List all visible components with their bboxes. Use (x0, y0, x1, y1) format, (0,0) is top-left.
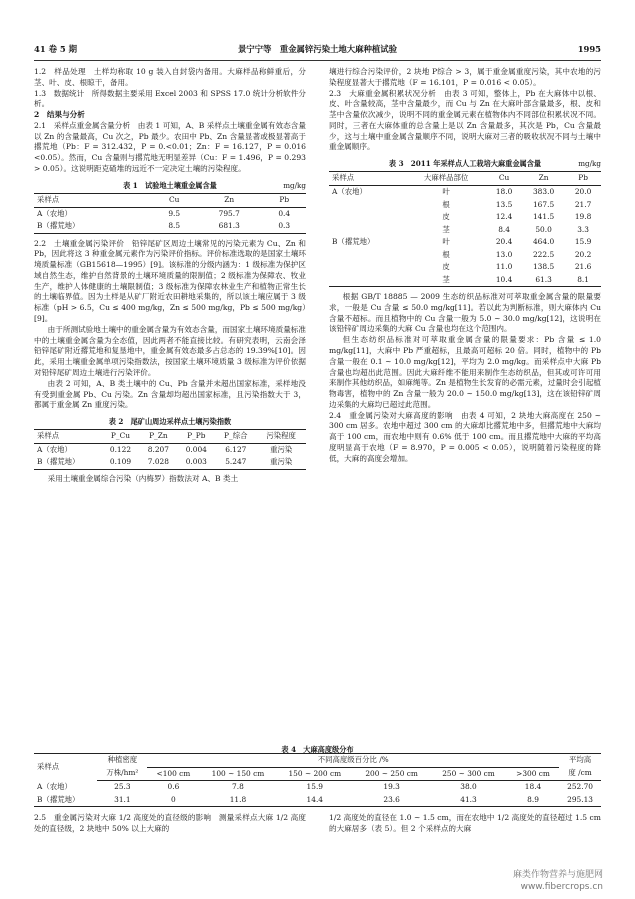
cell: B（撂荒地） (37, 457, 80, 467)
paragraph: 由于所测试验地土壤中的重金属含量为有效态含量，而国家土壤环境质量标准中的土壤重金属含量为全态值，因此两者不能直接比较。有研究表明，云南会泽铅锌尾矿附近撂荒地和复垦地中，重金属有效态最多占总态的 19.39%[10]。因此，采用土壤重金属单项污染指数法，按国家土壤环境质量 3 级标准为评价依据对铅锌尾矿周边土壤进行污染评价。 (34, 324, 306, 377)
col-header: 150 ~ 200 cm (276, 767, 353, 781)
cell: 167.5 (532, 199, 555, 209)
col-header: 平均高 (568, 755, 592, 765)
cell: 41.3 (460, 794, 477, 804)
table-row (34, 794, 601, 807)
cell: 21.6 (574, 262, 592, 272)
left-column (34, 67, 306, 485)
cell: 138.5 (532, 262, 555, 272)
col-header: 大麻样品部位 (406, 172, 486, 186)
table-row (34, 207, 306, 220)
cell: 15.9 (306, 782, 324, 792)
table-row (329, 236, 601, 249)
cell: 茎 (442, 274, 450, 284)
cell: 重污染 (270, 444, 293, 454)
site-cell: A（农地） (332, 186, 367, 196)
cell: 重污染 (270, 457, 293, 467)
cell: 8.1 (577, 274, 589, 284)
cell: 8.4 (498, 224, 510, 234)
paragraph: 2.3 大麻重金属积累状况分析 由表 3 可知，整体上，Pb 在大麻体中以根、皮、叶含量较高，茎中含量最少，而 Cu 与 Zn 在大麻叶部含量最多，根、皮和茎中含量依次减少，说明不同的重金属元素在植物体内不同部位积累状况不同。同时，三者在大麻体重的总含量上是以 Zn 含量最多，其次是 Pb，Cu 含量最少，这与土壤中重金属含量顺序不同，说明大麻对三者的吸收状况不同与土壤中重金属顺序。 (329, 88, 601, 152)
col-header: 采样点 (329, 172, 406, 186)
cell: 23.6 (383, 794, 400, 804)
cell: 8.9 (527, 794, 539, 804)
cell: 3.3 (577, 224, 589, 234)
cell: 18.4 (524, 782, 542, 792)
cell: 141.5 (532, 212, 555, 222)
table-row (329, 185, 601, 198)
cell: 12.4 (495, 212, 513, 222)
cell: 38.0 (460, 782, 477, 792)
cell: 464.0 (532, 237, 555, 247)
page-number: 1995 (577, 44, 601, 54)
col-header: Cu (486, 172, 522, 186)
table-3-caption (329, 159, 601, 169)
paragraph: 2.2 土壤重金属污染评价 铅锌尾矿区周边土壤常见的污染元素为 Cu、Zn 和 Pb，因此将这 3 种重金属元素作为污染评价指标。评价标准选取的是国家土壤环境质量标准（GB15618—1995）[9]。该标准的分级内涵为：1 级标准为保护区域自然生态，维护自然背景的土壤环境质量的限制值；2 级标准为保障农、牧业生产，维护人体健康的土壤限制值；3 级标准为保障农林业生产和植物正常生长的土壤临界值。因为土样是从矿厂附近农田耕地采集的，所以该土壤应属于 3 级标准（pH > 6.5，Cu ≤ 400 mg/kg，Zn ≤ 500 mg/kg，Pb ≤ 500 mg/kg）[9]。 (34, 238, 306, 324)
table-row (34, 456, 306, 469)
cell: 11.0 (495, 262, 513, 272)
volume-label: 41 卷 5 期 (34, 44, 77, 54)
col-header: 250 ~ 300 cm (430, 767, 507, 781)
cell: 0.003 (185, 457, 207, 467)
col-header: Cu (152, 194, 195, 208)
cell: 7.8 (232, 782, 244, 792)
table-4 (34, 753, 601, 807)
table-row (34, 220, 306, 233)
table-1 (34, 193, 306, 234)
table-4-wrapper (34, 753, 601, 807)
cell: 13.0 (495, 249, 513, 259)
caption-text: 表 1 试验地土壤重金属含量 (123, 180, 217, 190)
col-header: >300 cm (507, 767, 559, 781)
cell: 0.4 (278, 208, 291, 218)
cell: 11.8 (229, 794, 247, 804)
cell: 13.5 (495, 199, 513, 209)
cell: 0 (171, 794, 176, 804)
cell: 15.9 (574, 237, 592, 247)
paragraph: 2.5 重金属污染对大麻 1/2 高度处的直径级的影响 测量采样点大麻 1/2 高度处的直径级，2 块地中 50% 以上大麻的 (34, 813, 306, 833)
table-row (34, 781, 601, 794)
col-header: P_Zn (139, 430, 177, 444)
cell: 20.0 (574, 186, 592, 196)
cell: 根 (442, 199, 450, 209)
col-header: Pb (565, 172, 601, 186)
cell: 0.3 (278, 221, 291, 231)
cell: A（农地） (37, 781, 72, 791)
cell: 222.5 (532, 249, 555, 259)
col-header: 种植密度 (107, 755, 138, 765)
table-row (34, 443, 306, 456)
cell: 5.247 (225, 457, 247, 467)
cell: 18.0 (495, 186, 513, 196)
unit-label: mg/kg (283, 180, 306, 190)
cell: 383.0 (532, 186, 555, 196)
table-2 (34, 429, 306, 470)
watermark-line: 麻类作物营养与施肥网 (512, 870, 603, 880)
cell: 31.1 (114, 794, 131, 804)
col-header: <100 cm (147, 767, 199, 781)
col-header: 采样点 (34, 430, 102, 444)
cell: B（撂荒地） (37, 794, 80, 804)
table-2-caption (34, 417, 306, 427)
table-1-caption (34, 181, 306, 191)
paragraph: 1.2 样品处理 土样均称取 10 g 装入自封袋内备用。大麻样品称鲜重后，分茎、叶、皮、根晾干，备用。 (34, 67, 306, 87)
col-header: 200 ~ 250 cm (353, 767, 430, 781)
cell: 叶 (442, 237, 450, 247)
col-header: P_Cu (102, 430, 140, 444)
cell: 叶 (442, 186, 450, 196)
col-header: Zn (522, 172, 565, 186)
paragraph: 1/2 高度处的直径在 1.0 ~ 1.5 cm，而在农地中 1/2 高度处的直径超过 1.5 cm 的大麻居多（表 5）。但 2 个采样点的大麻 (329, 813, 601, 833)
table-3 (329, 171, 601, 287)
col-group-header: 不同高度级百分比 /% (147, 754, 559, 768)
paragraph: 壤进行综合污染评价，2 块地 P综合 > 3，属于重金属重度污染，其中农地的污染程度显著大于撂荒地（F = 16.101，P = 0.016 < 0.05）。 (329, 67, 601, 87)
paragraph: 根据 GB/T 18885 — 2009 生态纺织品标准对可萃取重金属含量的限量要求，一般是 Cu 含量 ≤ 50.0 mg/kg[11]。若以此为判断标准，则大麻体内 Cu 含量不超标。而且植物中的 Cu 含量一般为 5.0 ~ 30.0 mg/kg[12]，这说明在该铅锌矿周边采集的大麻 Cu 含量也均在这个范围内。 (329, 292, 601, 334)
paragraph: 采用土壤重金属综合污染（内梅罗）指数法对 A、B 类土 (47, 473, 239, 483)
right-column (329, 67, 601, 465)
cell: 9.5 (168, 208, 181, 218)
section-heading: 2 结果与分析 (34, 110, 85, 120)
cell: 20.4 (495, 237, 513, 247)
col-header: Zn (196, 194, 263, 208)
col-header: P_Pb (177, 430, 215, 444)
cell: 0.004 (185, 444, 207, 454)
paragraph: 2.4 重金属污染对大麻高度的影响 由表 4 可知，2 块地大麻高度在 250 ~ 300 cm 居多。农地中超过 300 cm 的大麻却比撂荒地中多，但撂荒地中大麻均高于 100 cm，而农地中则有 0.6% 低于 100 cm。而且撂荒地中大麻的平均高度明显高于农地（F = 8.970，P = 0.005 < 0.05），说明随着污染程度的降低，大麻的高度会增加。 (329, 410, 601, 463)
cell: 50.0 (535, 224, 552, 234)
col-header: 100 ~ 150 cm (200, 767, 277, 781)
cell: 茎 (442, 224, 450, 234)
cell: 7.028 (147, 457, 169, 467)
paragraph: 1.3 数据统计 所得数据主要采用 Excel 2003 和 SPSS 17.0 统计分析软件分析。 (34, 88, 306, 109)
caption-text: 表 4 大麻高度级分布 (281, 745, 354, 754)
cell: 19.3 (383, 782, 400, 792)
col-header: P_综合 (215, 430, 256, 444)
col-header: 度 /cm (559, 767, 601, 781)
caption-text: 表 3 2011 年采样点人工栽培大麻重金属含量 (388, 159, 542, 169)
caption-text: 表 2 尾矿山周边采样点土壤污染指数 (108, 417, 232, 427)
cell: 681.3 (218, 221, 240, 231)
cell: 6.127 (225, 444, 247, 454)
cell: 25.3 (114, 782, 131, 792)
bottom-right-text (329, 813, 601, 835)
cell: 61.3 (535, 274, 552, 284)
cell: 14.4 (306, 794, 324, 804)
cell: 10.4 (495, 274, 513, 284)
cell: 21.7 (574, 199, 592, 209)
cell: 19.8 (574, 212, 592, 222)
col-header: 污染程度 (256, 430, 306, 444)
cell: A（农地） (37, 444, 72, 454)
site-cell: B（撂荒地） (332, 237, 375, 247)
col-header: Pb (262, 194, 306, 208)
watermark (513, 870, 603, 893)
cell: 根 (442, 249, 450, 259)
paragraph: 2.1 采样点重金属含量分析 由表 1 可知，A、B 采样点土壤重金属有效态含量以 Zn 的含量最高，Cu 次之，Pb 最少。农田中 Pb、Zn 含量显著或极显著高于撂荒地（Pb：F = 312.432，P = 0.<0.01；Zn：F = 16.127，P = 0.016 <0.05）。然而，Cu 含量则与撂荒地无明显差异（Cu：F = 1.496，P = 0.293 > 0.05）。这说明距克碴堆的远近不一定决定土壤的污染程度。 (34, 120, 306, 174)
cell: B（撂荒地） (37, 221, 80, 231)
paragraph: 由表 2 可知，A、B 类土壤中的 Cu、Pb 含量并未超出国家标准，采样地没有受到重金属 Pb、Cu 污染。Zn 含量却均超出国家标准，且污染指数大于 3，都属于重金属 Zn 重度污染。 (34, 378, 306, 410)
bottom-left-text (34, 813, 306, 835)
cell: 295.13 (567, 794, 593, 804)
cell: 795.7 (218, 208, 240, 218)
cell: 皮 (442, 212, 450, 222)
header-rule (34, 60, 601, 61)
cell: 0.122 (109, 444, 132, 454)
cell: 8.5 (168, 221, 181, 231)
unit-label: mg/kg (578, 159, 601, 169)
cell: 20.2 (574, 249, 592, 259)
cell: A（农地） (37, 208, 72, 218)
cell: 皮 (442, 262, 450, 272)
running-header (34, 44, 601, 56)
cell: 0.109 (109, 457, 132, 467)
col-header: 万株/hm² (97, 767, 147, 781)
cell: 8.207 (147, 444, 169, 454)
paragraph: 但生态纺织品标准对可萃取重金属含量的限量要求：Pb 含量 ≤ 1.0 mg/kg[11]，大麻中 Pb 严重超标，且最高可超标 20 倍。同时，植物中的 Pb 含量一般在 0.1 ~ 10.0 mg/kg[12]，平均为 2.0 mg/kg。而采样点中大麻 Pb 含量也均超出此范围。因此大麻纤维不能用来制作生态纺织品，但其或可许可用来制作其他纺织品，如麻绳等。Zn 是植物生长发育的必需元素，过量时会引起植物毒害，植物中的 Zn 含量一般为 20.0 ~ 150.0 mg/kg[13]，这在该铅锌矿周边采集的大麻均已超过此范围。 (329, 335, 601, 409)
col-header: 采样点 (34, 194, 152, 208)
cell: 252.70 (567, 782, 593, 792)
running-title: 景宁宁等 重金属锌污染土地大麻种植试验 (237, 44, 398, 54)
watermark-url: www.fibercrops.cn (520, 881, 603, 892)
col-header: 采样点 (37, 762, 60, 771)
cell: 0.6 (167, 782, 180, 792)
